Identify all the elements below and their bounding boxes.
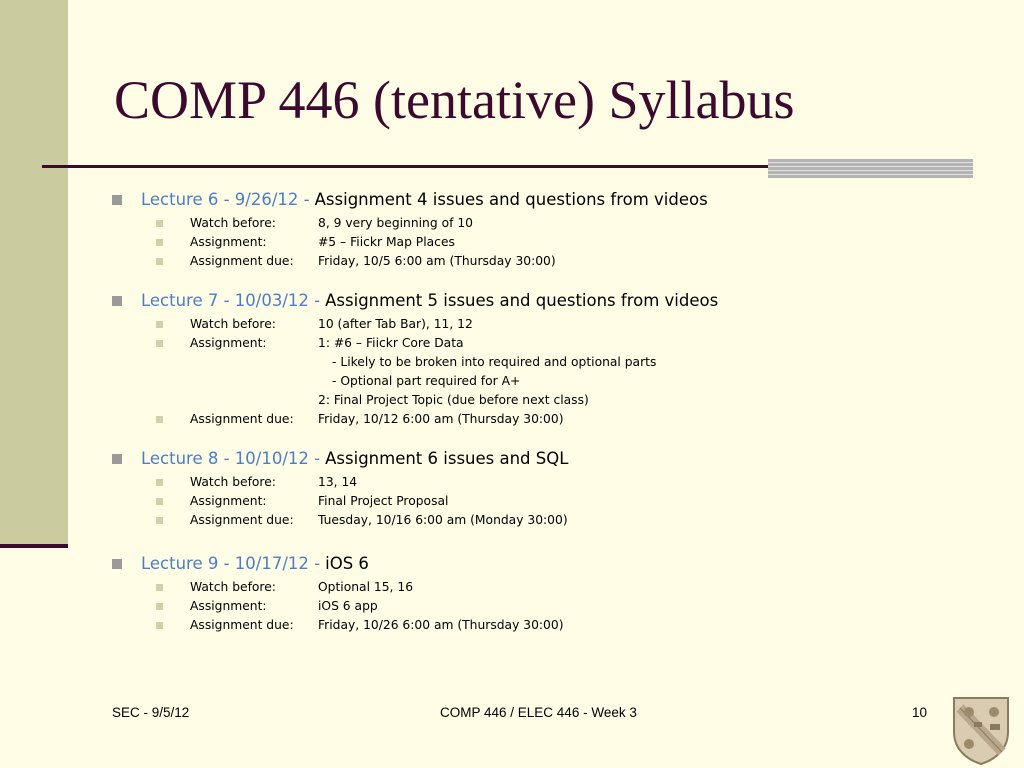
lecture-8-details <box>112 473 992 530</box>
assignment-due-row <box>156 616 992 635</box>
footer-course: COMP 446 / ELEC 446 - Week 3 <box>440 705 637 720</box>
watch-before-value: Optional 15, 16 <box>318 580 414 594</box>
lecture-8-label: Lecture 8 - 10/10/12 - <box>141 449 321 468</box>
square-bullet-icon <box>112 296 122 306</box>
university-shield-icon <box>950 694 1012 766</box>
watch-before-value: 13, 14 <box>318 475 358 489</box>
watch-before-row <box>156 473 992 492</box>
lecture-7-label: Lecture 7 - 10/03/12 - <box>141 291 321 310</box>
square-bullet-icon <box>112 454 122 464</box>
assignment-value: #5 – Fiickr Map Places <box>318 235 455 249</box>
lecture-9-label: Lecture 9 - 10/17/12 - <box>141 554 321 573</box>
lecture-9-details <box>112 578 992 635</box>
square-bullet-icon <box>156 220 163 227</box>
square-bullet-icon <box>156 416 163 423</box>
square-bullet-icon <box>156 479 163 486</box>
lecture-6-details <box>112 214 992 271</box>
square-bullet-icon <box>156 584 163 591</box>
assignment-row <box>156 492 992 511</box>
assignment-value: iOS 6 app <box>318 599 378 613</box>
square-bullet-icon <box>112 559 122 569</box>
lecture-6-heading <box>112 188 992 212</box>
assignment-due-label: Assignment due: <box>190 254 294 268</box>
assignment-label: Assignment: <box>190 235 267 249</box>
watch-before-row <box>156 315 992 334</box>
square-bullet-icon <box>156 258 163 265</box>
assignment-due-value: Friday, 10/26 6:00 am (Thursday 30:00) <box>318 618 564 632</box>
watch-before-value: 10 (after Tab Bar), 11, 12 <box>318 317 473 331</box>
assignment-due-value: Friday, 10/12 6:00 am (Thursday 30:00) <box>318 412 564 426</box>
assignment-row <box>156 233 992 252</box>
lecture-6-item <box>112 188 992 271</box>
slide-title: COMP 446 (tentative) Syllabus <box>114 70 795 130</box>
watch-before-value: 8, 9 very beginning of 10 <box>318 216 473 230</box>
assignment-label: Assignment: <box>190 336 267 350</box>
assignment-value: Final Project Proposal <box>318 494 449 508</box>
square-bullet-icon <box>156 498 163 505</box>
lecture-8-heading <box>112 447 992 471</box>
square-bullet-icon <box>156 603 163 610</box>
assignment-row <box>156 597 992 616</box>
watch-before-label: Watch before: <box>190 475 276 489</box>
title-accent-bar <box>768 159 973 178</box>
lecture-7-item <box>112 289 992 429</box>
assignment-due-value: Friday, 10/5 6:00 am (Thursday 30:00) <box>318 254 556 268</box>
square-bullet-icon <box>156 622 163 629</box>
watch-before-label: Watch before: <box>190 580 276 594</box>
lecture-7-heading <box>112 289 992 313</box>
assignment-label: Assignment: <box>190 494 267 508</box>
side-decoration-band <box>0 0 68 546</box>
watch-before-label: Watch before: <box>190 317 276 331</box>
lecture-8-topic: Assignment 6 issues and SQL <box>325 449 569 468</box>
lecture-7-topic: Assignment 5 issues and questions from videos <box>325 291 719 310</box>
lecture-6-topic: Assignment 4 issues and questions from videos <box>314 190 708 209</box>
lecture-9-item <box>112 552 992 635</box>
lecture-7-details <box>112 315 992 429</box>
watch-before-row <box>156 214 992 233</box>
assignment-due-row <box>156 511 992 530</box>
assignment-line-2: - Likely to be broken into required and optional parts <box>332 355 657 369</box>
watch-before-row <box>156 578 992 597</box>
lecture-8-item <box>112 447 992 530</box>
lecture-6-label: Lecture 6 - 9/26/12 - <box>141 190 310 209</box>
watch-before-label: Watch before: <box>190 216 276 230</box>
square-bullet-icon <box>156 321 163 328</box>
assignment-label: Assignment: <box>190 599 267 613</box>
assignment-due-row <box>156 252 992 271</box>
lecture-9-heading <box>112 552 992 576</box>
square-bullet-icon <box>112 195 122 205</box>
square-bullet-icon <box>156 517 163 524</box>
side-decoration-rule <box>0 544 68 548</box>
assignment-due-label: Assignment due: <box>190 618 294 632</box>
footer-date: SEC - 9/5/12 <box>112 705 190 720</box>
assignment-line-3: - Optional part required for A+ <box>332 374 521 388</box>
square-bullet-icon <box>156 239 163 246</box>
assignment-due-value: Tuesday, 10/16 6:00 am (Monday 30:00) <box>318 513 568 527</box>
assignment-line-1: 1: #6 – Fiickr Core Data <box>318 336 464 350</box>
assignment-row <box>156 334 992 410</box>
square-bullet-icon <box>156 340 163 347</box>
slide-number: 10 <box>912 705 928 720</box>
assignment-due-label: Assignment due: <box>190 412 294 426</box>
assignment-due-row <box>156 410 992 429</box>
syllabus-list <box>112 188 992 653</box>
assignment-line-4: 2: Final Project Topic (due before next class) <box>318 393 589 407</box>
lecture-9-topic: iOS 6 <box>325 554 369 573</box>
assignment-value-block <box>318 334 656 410</box>
assignment-due-label: Assignment due: <box>190 513 294 527</box>
